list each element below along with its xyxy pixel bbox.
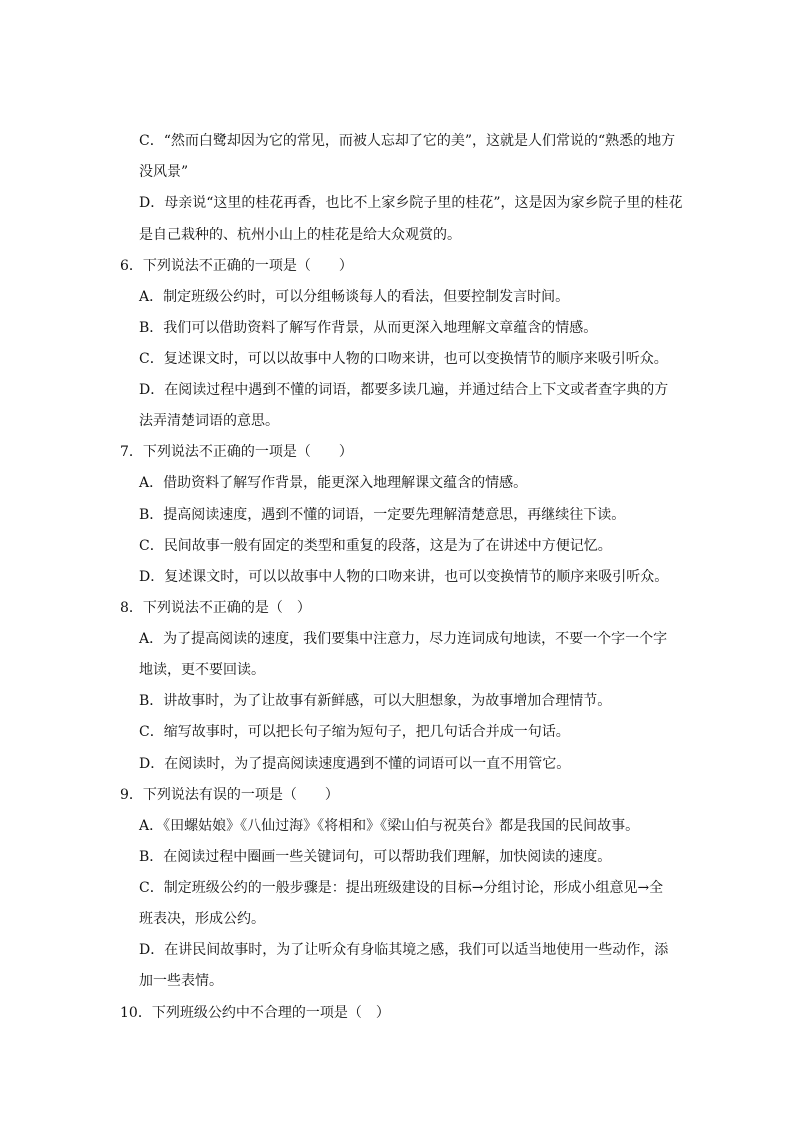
question-7: 7．下列说法不正确的一项是（ ） [120, 444, 353, 460]
q8-option-a-line-1: A．为了提高阅读的速度，我们要集中注意力，尽力连词成句地读，不要一个字一个字 [139, 631, 668, 647]
q9-option-d-line-1: D．在讲民间故事时，为了让听众有身临其境之感，我们可以适当地使用一些动作，添 [139, 942, 669, 958]
q6-option-d-line-1: D．在阅读过程中遇到不懂的词语，都要多读几遍，并通过结合上下文或者查字典的方 [139, 382, 669, 398]
question-10: 10．下列班级公约中不合理的一项是（ ） [120, 1005, 390, 1021]
question-6: 6．下列说法不正确的一项是（ ） [120, 258, 353, 274]
question-8: 8．下列说法不正确的是（ ） [120, 600, 311, 616]
q6-option-a: A．制定班级公约时，可以分组畅谈每人的看法，但要控制发言时间。 [139, 289, 570, 305]
question-9: 9．下列说法有误的一项是（ ） [120, 787, 339, 803]
q7-option-c: C．民间故事一般有固定的类型和重复的段落，这是为了在讲述中方便记忆。 [139, 538, 612, 554]
q7-option-b: B．提高阅读速度，遇到不懂的词语，一定要先理解清楚意思，再继续往下读。 [139, 507, 626, 523]
q8-option-d: D．在阅读时，为了提高阅读速度遇到不懂的词语可以一直不用管它。 [139, 756, 571, 772]
q9-option-c-line-1: C．制定班级公约的一般步骤是：提出班级建设的目标→分组讨论，形成小组意见→全 [139, 880, 664, 896]
q7-option-a: A．借助资料了解写作背景，能更深入地理解课文蕴含的情感。 [139, 475, 528, 491]
option-d-line-1: D．母亲说“这里的桂花再香，也比不上家乡院子里的桂花”，这是因为家乡院子里的桂花 [139, 195, 683, 211]
option-d-line-2: 是自己栽种的、杭州小山上的桂花是给大众观赏的。 [139, 227, 461, 243]
option-c-line-1: C．“然而白鹭却因为它的常见，而被人忘却了它的美”，这就是人们常说的“熟悉的地方 [139, 133, 676, 149]
option-c-line-2: 没风景” [139, 164, 189, 180]
q9-option-d-line-2: 加一些表情。 [139, 973, 223, 989]
q7-option-d: D．复述课文时，可以以故事中人物的口吻来讲，也可以变换情节的顺序来吸引听众。 [139, 569, 669, 585]
q6-option-c: C．复述课文时，可以以故事中人物的口吻来讲，也可以变换情节的顺序来吸引听众。 [139, 351, 668, 367]
q9-option-c-line-2: 班表决，形成公约。 [139, 911, 265, 927]
q8-option-c: C．缩写故事时，可以把长句子缩为短句子，把几句话合并成一句话。 [139, 724, 570, 740]
q6-option-d-line-2: 法弄清楚词语的意思。 [139, 413, 279, 429]
q9-option-b: B．在阅读过程中圈画一些关键词句，可以帮助我们理解，加快阅读的速度。 [139, 849, 612, 865]
q8-option-a-line-2: 地读，更不要回读。 [139, 662, 265, 678]
q6-option-b: B．我们可以借助资料了解写作背景，从而更深入地理解文章蕴含的情感。 [139, 320, 598, 336]
q9-option-a: A．《田螺姑娘》《八仙过海》《将相和》《梁山伯与祝英台》都是我国的民间故事。 [139, 818, 640, 834]
q8-option-b: B．讲故事时，为了让故事有新鲜感，可以大胆想象，为故事增加合理情节。 [139, 693, 612, 709]
